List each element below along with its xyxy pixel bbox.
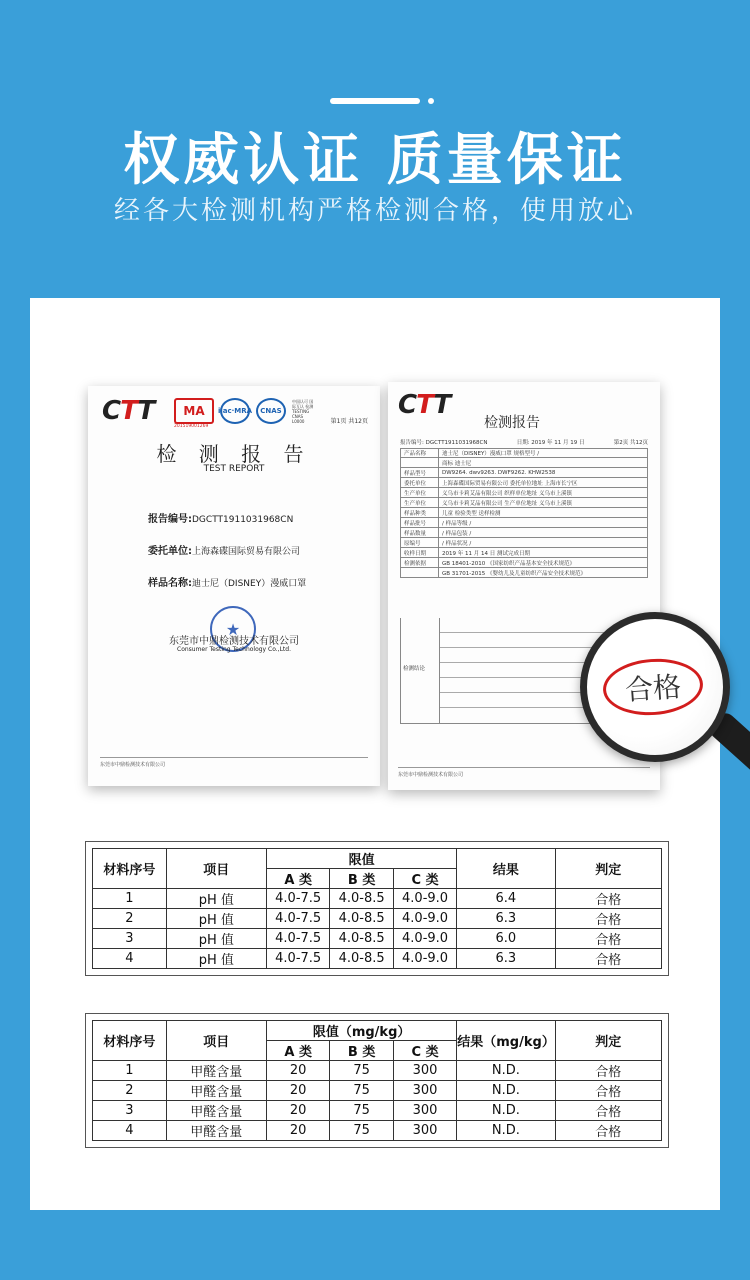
cell-verdict: 合格 [555,909,662,929]
cell-c: 300 [393,1061,456,1081]
limit-header: 限值 [266,849,456,869]
info-key: 样品数量 [401,528,439,537]
info-key: 生产单位 [401,488,439,497]
testing-organization-en: Consumer Testing Technology Co.,Ltd. [177,646,291,653]
page-subtitle: 经各大检测机构严格检测合格，使用放心 [113,196,636,226]
cell-verdict: 合格 [555,929,662,949]
testing-organization: 东莞市中鼎检测技术有限公司 [169,636,299,647]
info-row [400,508,648,518]
pass-text: 合格 [624,670,683,707]
cell-verdict: 合格 [555,1061,662,1081]
client-row [148,542,300,557]
cell-b: 75 [330,1121,393,1141]
cell-result: N.D. [457,1081,555,1101]
info-value: 商标 迪士尼 [442,460,472,467]
cell-a: 4.0-7.5 [266,949,329,969]
cell-result: 6.3 [457,949,555,969]
cell-c: 300 [393,1121,456,1141]
detail-info-grid [400,448,648,578]
detail-date: 日期: 2019 年 11 月 19 日 [516,440,585,446]
ctt-logo [398,390,450,420]
cma-number: 201519001269 [174,424,209,429]
detail-report-number: 报告编号: DGCTT1911031968CN [400,440,488,446]
cell-a: 20 [266,1121,329,1141]
verdict-header: 判定 [555,849,662,889]
info-key: 样品种类 [401,508,439,517]
info-key [401,568,439,577]
info-row [400,518,648,528]
report-number-value: DGCTT1911031968CN [192,515,294,525]
info-value: 义乌市卡莉艾品有限公司 生产单位地址 义乌市上溪镇 [442,500,572,507]
cell-a: 4.0-7.5 [266,929,329,949]
cell-b: 75 [330,1101,393,1121]
cell-verdict: 合格 [555,1121,662,1141]
cell-result: N.D. [457,1061,555,1081]
detail-page-number: 第2页 共12页 [613,440,648,446]
cell-a: 20 [266,1061,329,1081]
info-value: 义乌市卡莉艾品有限公司 织样单位地址 义乌市上溪镇 [442,490,572,497]
info-value: GB 31701-2015 《婴幼儿及儿童纺织产品安全技术规范》 [442,570,587,577]
cell-c: 300 [393,1101,456,1121]
info-row [400,488,648,498]
cell-a: 4.0-7.5 [266,909,329,929]
client-label: 委托单位: [148,546,192,557]
cell-item: pH 值 [166,889,266,909]
accreditation-marks [174,396,316,426]
table-row [93,1101,662,1121]
material-header: 材料序号 [93,1021,167,1061]
cell-result: N.D. [457,1121,555,1141]
table-row [93,1081,662,1101]
table-header-row [93,849,662,869]
ilac-mark-text: ilac·MRA [217,407,253,415]
class-a-header: A 类 [266,1041,329,1061]
info-key: 生产单位 [401,498,439,507]
cell-b: 4.0-8.5 [330,949,393,969]
cell-b: 75 [330,1081,393,1101]
cnas-mark-caption: 中国认可 国际互认 检测 TESTING CNAS L0000 [292,398,314,424]
ilac-mark-icon [217,398,253,424]
info-row [400,538,648,548]
logo-letter: C [102,396,121,426]
cell-item: 甲醛含量 [166,1081,266,1101]
cell-result: 6.4 [457,889,555,909]
cell-verdict: 合格 [555,949,662,969]
class-c-header: C 类 [393,1041,456,1061]
content-panel [30,298,720,1210]
sample-value: 迪士尼（DISNEY）漫威口罩 [192,579,307,589]
info-key: 收样日期 [401,548,439,557]
info-value: 2019 年 11 月 14 日 测试完成日期 [442,550,530,557]
cell-c: 4.0-9.0 [393,909,456,929]
info-value: 迪士尼（DISNEY）漫威口罩 规格型号 / [442,451,540,457]
material-header: 材料序号 [93,849,167,889]
info-row [400,478,648,488]
table-row [93,1061,662,1081]
info-key: 样品型号 [401,468,439,477]
cell-a: 20 [266,1081,329,1101]
table-header-row [93,1021,662,1041]
cell-item: pH 值 [166,909,266,929]
cell-b: 75 [330,1061,393,1081]
table-row [93,889,662,909]
cell-item: 甲醛含量 [166,1061,266,1081]
info-row [400,468,648,478]
cell-no: 1 [93,889,167,909]
logo-letter: C [398,390,417,420]
cell-item: pH 值 [166,929,266,949]
client-value: 上海森碟国际贸易有限公司 [192,547,301,557]
cell-c: 4.0-9.0 [393,889,456,909]
logo-letter: T [137,396,155,426]
ctt-logo [102,396,154,426]
cell-no: 2 [93,909,167,929]
result-header: 结果 [457,849,555,889]
cell-no: 1 [93,1061,167,1081]
cell-b: 4.0-8.5 [330,929,393,949]
formaldehyde-test-table [92,1020,662,1141]
cell-c: 4.0-9.0 [393,949,456,969]
cma-mark-text: MA [183,404,205,418]
cell-no: 3 [93,1101,167,1121]
cell-verdict: 合格 [555,1081,662,1101]
table-row [93,909,662,929]
info-key: 产品名称 [401,449,439,457]
cell-item: pH 值 [166,949,266,969]
cell-result: 6.0 [457,929,555,949]
cell-a: 20 [266,1101,329,1121]
cell-b: 4.0-8.5 [330,889,393,909]
test-report-cover [88,386,380,786]
stamp-star: ★ [225,619,241,639]
cell-item: 甲醛含量 [166,1121,266,1141]
conclusion-label: 检测结论 [403,666,426,672]
info-key: 原编号 [401,538,439,547]
logo-letter-red: T [120,396,138,426]
info-key [401,458,439,467]
cnas-mark-icon [256,398,286,424]
cell-result: N.D. [457,1101,555,1121]
info-row [400,458,648,468]
info-row [400,548,648,558]
verdict-header: 判定 [555,1021,662,1061]
info-key: 样品批号 [401,518,439,527]
info-row [400,528,648,538]
logo-letter: T [433,390,451,420]
page-title: 权威认证 质量保证 [123,128,627,193]
result-header: 结果（mg/kg） [457,1021,555,1061]
class-b-header: B 类 [330,869,393,889]
cell-a: 4.0-7.5 [266,889,329,909]
report-number-label: 报告编号: [148,514,192,525]
cell-no: 2 [93,1081,167,1101]
logo-letter-red: T [416,390,434,420]
info-value: / 样品包装 / [442,530,472,537]
cell-c: 300 [393,1081,456,1101]
info-row [400,558,648,568]
info-row [400,498,648,508]
table-row [93,949,662,969]
cma-mark-icon [174,398,214,424]
decoration-dot [428,98,434,104]
info-value: 儿童 检验类型 送样检测 [442,510,501,517]
cell-c: 4.0-9.0 [393,929,456,949]
magnifier-glass-icon [580,612,730,762]
cnas-mark-text: CNAS [260,407,282,415]
info-value: / 样品状况 / [442,540,472,547]
detail-meta [400,438,648,446]
class-b-header: B 类 [330,1041,393,1061]
certificate-images [88,382,683,790]
report-number-row [148,510,293,525]
info-key: 检测依据 [401,558,439,567]
class-a-header: A 类 [266,869,329,889]
cell-no: 4 [93,1121,167,1141]
sample-row [148,574,306,589]
info-row [400,568,648,578]
item-header: 项目 [166,849,266,889]
pass-stamp [601,656,705,719]
cell-no: 3 [93,929,167,949]
info-key: 委托单位 [401,478,439,487]
info-value: GB 18401-2010 《国家纺织产品基本安全技术规范》 [442,560,576,567]
cell-result: 6.3 [457,909,555,929]
info-row [400,448,648,458]
report-title: 检 测 报 告 [156,442,312,466]
detail-footer: 东莞市中鼎检测技术有限公司 [398,767,650,778]
cell-no: 4 [93,949,167,969]
sample-label: 样品名称: [148,578,192,589]
page-number: 第1页 共12页 [330,418,368,425]
info-value: DW9264. dwv9263. DWF9262. KHW2538 [442,469,556,476]
info-value: / 样品等级 / [442,520,472,527]
detail-title: 检测报告 [484,415,540,431]
info-value: 上海森碟国际贸易有限公司 委托单位地址 上海市长宁区 [442,480,578,487]
title-decoration-line [330,98,420,104]
table-row [93,1121,662,1141]
cover-footer: 东莞市中鼎检测技术有限公司 [100,757,368,768]
cell-item: 甲醛含量 [166,1101,266,1121]
ph-test-table [92,848,662,969]
cell-verdict: 合格 [555,1101,662,1121]
class-c-header: C 类 [393,869,456,889]
report-title-en: TEST REPORT [203,464,265,474]
item-header: 项目 [166,1021,266,1061]
cell-verdict: 合格 [555,889,662,909]
table-row [93,929,662,949]
limit-header: 限值（mg/kg） [266,1021,456,1041]
cell-b: 4.0-8.5 [330,909,393,929]
